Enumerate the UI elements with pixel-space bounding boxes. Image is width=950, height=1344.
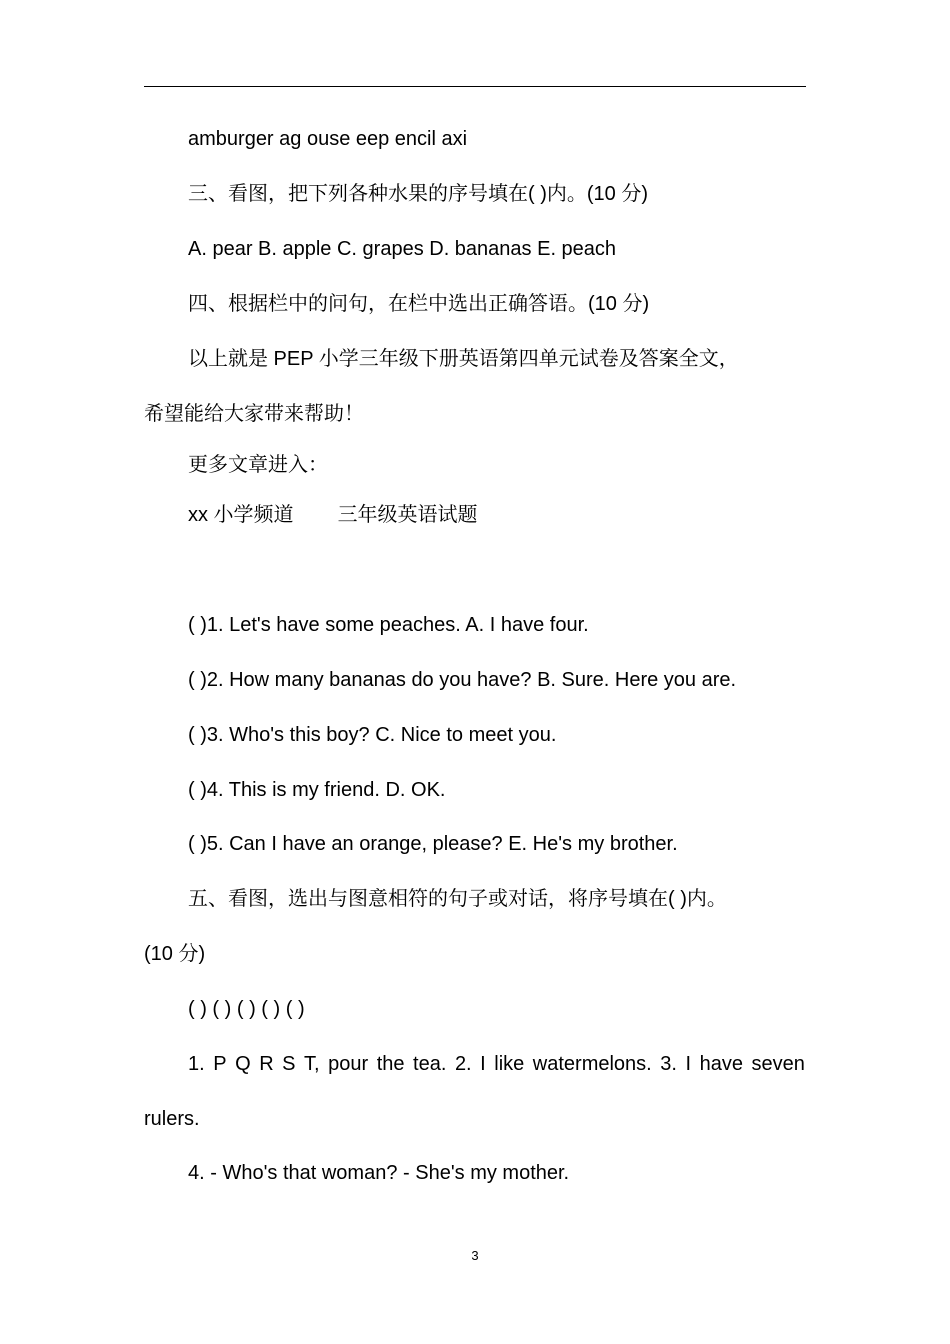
more-articles-label: 更多文章进入： <box>188 454 328 476</box>
answer-blanks: ( ) ( ) ( ) ( ) ( ) <box>188 998 305 1020</box>
link-primary-school-channel[interactable]: xx 小学频道 <box>188 504 294 526</box>
section-4-heading: 四、根据栏中的问句，在栏中选出正确答语。(10 分) <box>188 293 650 315</box>
closing-paragraph-line-1: 以上就是 PEP 小学三年级下册英语第四单元试卷及答案全文， <box>188 348 739 370</box>
page-number: 3 <box>471 1248 479 1263</box>
fruit-options-line: A. pear B. apple C. grapes D. bananas E. peach <box>188 238 617 260</box>
word-list-line: amburger ag ouse eep encil axi <box>188 128 468 150</box>
sentence-word: tea. <box>413 1053 447 1075</box>
sentence-word: I <box>480 1053 486 1075</box>
related-links <box>188 502 478 528</box>
matching-item-4: ( )4. This is my friend. D. OK. <box>188 779 446 801</box>
sentence-options-line-end: rulers. <box>144 1108 200 1130</box>
sentence-word: T, <box>304 1053 320 1075</box>
matching-item-5: ( )5. Can I have an orange, please? E. He's my brother. <box>188 833 678 855</box>
sentence-word: S <box>282 1053 296 1075</box>
sentence-word: 1. <box>188 1053 205 1075</box>
section-3-heading: 三、看图，把下列各种水果的序号填在( )内。(10 分) <box>188 183 648 205</box>
sentence-options-line <box>188 1051 805 1077</box>
sentence-word: P <box>213 1053 227 1075</box>
sentence-word: the <box>376 1053 405 1075</box>
matching-item-3: ( )3. Who's this boy? C. Nice to meet you. <box>188 724 557 746</box>
matching-item-2: ( )2. How many bananas do you have? B. Sure. Here you are. <box>188 669 737 691</box>
dialogue-option: 4. - Who's that woman? - She's my mother. <box>188 1162 570 1184</box>
sentence-word: seven <box>751 1053 805 1075</box>
sentence-word: 3. <box>660 1053 677 1075</box>
section-5-heading: 五、看图，选出与图意相符的句子或对话，将序号填在( )内。 <box>188 888 727 910</box>
sentence-word: watermelons. <box>532 1053 652 1075</box>
sentence-word: Q <box>235 1053 251 1075</box>
sentence-word: I <box>685 1053 692 1075</box>
sentence-word: R <box>259 1053 274 1075</box>
sentence-word: like <box>494 1053 525 1075</box>
sentence-word: have <box>699 1053 743 1075</box>
section-5-points: (10 分) <box>144 943 206 965</box>
link-grade3-english-tests[interactable]: 三年级英语试题 <box>337 504 478 526</box>
sentence-word: 2. <box>454 1053 472 1075</box>
closing-paragraph-line-2: 希望能给大家带来帮助！ <box>144 403 364 425</box>
header-rule <box>144 86 806 87</box>
matching-item-1: ( )1. Let's have some peaches. A. I have four. <box>188 614 589 636</box>
sentence-word: pour <box>328 1053 369 1075</box>
